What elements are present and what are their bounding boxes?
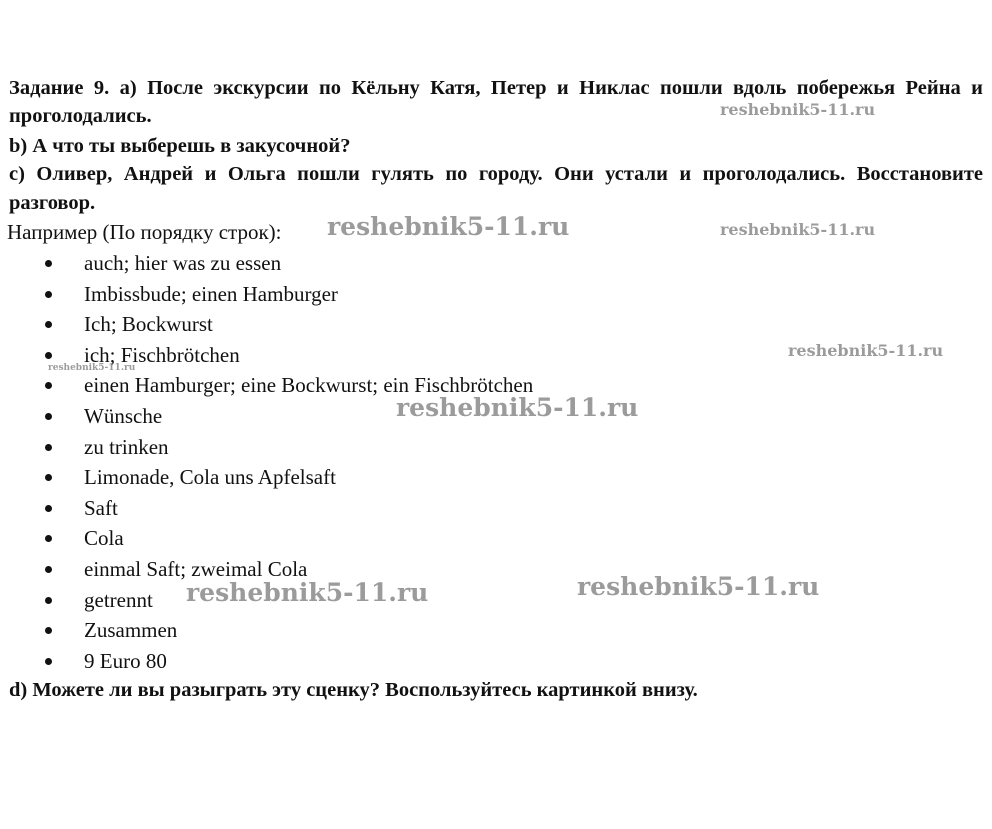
bullet-icon (45, 474, 52, 481)
bullet-icon (45, 597, 52, 604)
task-part-d: d) Можете ли вы разыграть эту сценку? Воспользуйтесь картинкой внизу. (9, 679, 698, 701)
bullet-icon (45, 352, 52, 359)
watermark: reshebnik5-11.ru (48, 363, 136, 373)
list-item (45, 462, 533, 493)
answer-text: einmal Saft; zweimal Cola (84, 556, 308, 581)
answer-text: Cola (84, 526, 124, 551)
bullet-icon (45, 658, 52, 665)
answer-text: Zusammen (84, 618, 178, 643)
answer-text: getrennt (84, 587, 153, 612)
example-label: Например (По порядку строк): (7, 220, 282, 244)
bullet-icon (45, 566, 52, 573)
bullet-icon (45, 535, 52, 542)
list-item (45, 279, 533, 310)
watermark: reshebnik5-11.ru (577, 572, 820, 601)
list-item (45, 493, 533, 524)
watermark: reshebnik5-11.ru (396, 393, 639, 422)
answer-text: Ich; Bockwurst (84, 312, 213, 337)
answer-text: Saft (84, 495, 118, 520)
answers-list (45, 248, 533, 676)
list-item (45, 646, 533, 677)
answer-text: zu trinken (84, 434, 169, 459)
task-heading: Задание 9. a) После экскурсии по Кёльну Катя, Петер и Никлас пошли вдоль побережья Рейна и проголодались. (9, 77, 983, 127)
watermark: reshebnik5-11.ru (720, 220, 876, 239)
list-item (45, 248, 533, 279)
watermark: reshebnik5-11.ru (327, 212, 570, 241)
answer-text: Imbissbude; einen Hamburger (84, 281, 338, 306)
list-item (45, 432, 533, 463)
task-part-b: b) А что ты выберешь в закусочной? (9, 135, 351, 157)
watermark: reshebnik5-11.ru (186, 578, 429, 607)
bullet-icon (45, 505, 52, 512)
answer-text: Wünsche (84, 403, 163, 428)
bullet-icon (45, 627, 52, 634)
answer-text: einen Hamburger; eine Bockwurst; ein Fischbrötchen (84, 373, 534, 398)
watermark: reshebnik5-11.ru (788, 341, 944, 360)
bullet-icon (45, 413, 52, 420)
answer-text: Limonade, Cola uns Apfelsaft (84, 465, 336, 490)
bullet-icon (45, 444, 52, 451)
task-part-c: c) Оливер, Андрей и Ольга пошли гулять по городу. Они устали и проголодались. Восстановите разговор. (9, 163, 983, 214)
watermark: reshebnik5-11.ru (720, 100, 876, 119)
answer-text: 9 Euro 80 (84, 648, 167, 673)
list-item (45, 615, 533, 646)
bullet-icon (45, 382, 52, 389)
answer-text: auch; hier was zu essen (84, 251, 282, 275)
bullet-icon (45, 291, 52, 298)
list-item (45, 309, 533, 340)
bullet-icon (45, 260, 52, 267)
answer-text: ich; Fischbrötchen (84, 342, 240, 367)
list-item (45, 523, 533, 554)
bullet-icon (45, 321, 52, 328)
